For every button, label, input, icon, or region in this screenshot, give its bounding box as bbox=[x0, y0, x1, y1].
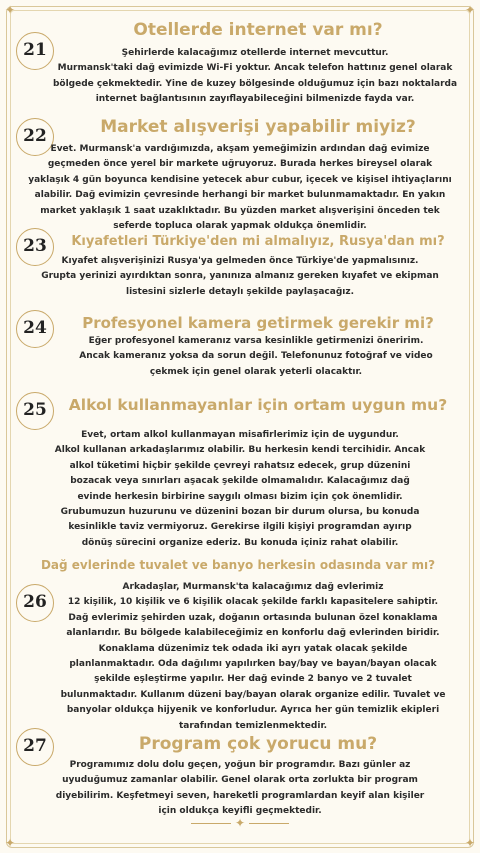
question-number-badge: 22 bbox=[16, 118, 54, 156]
ornament-rule bbox=[249, 823, 289, 824]
answer-line: uyuduğumuz zamanlar olabilir. Genel olarak orta zorlukta bir program bbox=[62, 775, 418, 786]
corner-ornament-icon: ✦ bbox=[464, 836, 476, 850]
corner-ornament-icon: ✦ bbox=[4, 836, 16, 850]
answer-text bbox=[20, 428, 460, 551]
answer-line: alkol tüketimi hiçbir şekilde çevreyi rahatsız edecek, grup düzenini bbox=[69, 460, 411, 471]
answer-line: listesini sizlerle detaylı şekilde paylaşacağız. bbox=[125, 286, 355, 297]
answer-line: Grubumuzun huzurunu ve düzenini bozan bir durum olursa, bu konuda bbox=[60, 507, 420, 518]
faq-section-27 bbox=[16, 728, 464, 817]
question-number-badge: 23 bbox=[16, 228, 54, 266]
question-title: Profesyonel kamera getirmek gerekir mi? bbox=[82, 314, 434, 332]
answer-text bbox=[50, 46, 460, 108]
answer-line: geçmeden önce yerel bir markete uğruyoruz. Burada herkes bireysel olarak bbox=[47, 159, 433, 170]
answer-text bbox=[52, 334, 460, 380]
answer-line: bulunmaktadır. Kullanım düzeni bay/bayan olarak organize edilir. Tuvalet ve bbox=[60, 689, 446, 700]
faq-section-22 bbox=[16, 112, 464, 230]
answer-line: çekmek için genel olarak yeterli olacaktır. bbox=[149, 366, 363, 377]
question-number-badge: 24 bbox=[16, 310, 54, 348]
faq-section-23 bbox=[16, 228, 464, 306]
answer-line: alanlarıdır. Bu bölgede kalabileceğimiz en konforlu dağ evlerinden biridir. bbox=[66, 628, 440, 639]
question-number-badge: 25 bbox=[16, 392, 54, 430]
answer-line: bölgede çekmektedir. Yine de kuzey bölgesinde olduğumuz için bazı noktalarda bbox=[52, 78, 458, 89]
answer-line: şekilde eşleştirme yapılır. Her dağ evinde 2 banyo ve 2 tuvalet bbox=[94, 674, 412, 685]
answer-line: Şehirlerde kalacağımız otellerde internet mevcuttur. bbox=[121, 48, 389, 58]
answer-line: bozacak veya sınırları aşacak şekilde olmamalıdır. Kalacağımız dağ bbox=[70, 476, 410, 487]
question-title: Kıyafetleri Türkiye'den mi almalıyız, Rusya'dan mı? bbox=[71, 234, 445, 249]
answer-line: Grupta yerinizi ayırdıktan sonra, yanınıza almanız gereken kıyafet ve ekipman bbox=[41, 271, 439, 282]
answer-line: Dağ evlerimiz şehirden uzak, doğanın ortasında bulunan özel konaklama bbox=[68, 612, 438, 623]
answer-line: Ancak kameranız yoksa da sorun değil. Telefonunuz fotoğraf ve video bbox=[79, 351, 433, 362]
answer-line: Arkadaşlar, Murmansk'ta kalacağımız dağ evlerimiz bbox=[122, 582, 384, 592]
answer-line: kesinlikle taviz vermiyoruz. Gerekirse ilgili kişiyi programdan ayırıp bbox=[68, 522, 412, 533]
question-number-badge: 27 bbox=[16, 728, 54, 766]
answer-text bbox=[46, 580, 460, 734]
answer-line: Programımız dolu dolu geçen, yoğun bir programdır. Bazı günler az bbox=[69, 760, 411, 770]
question-number-badge: 21 bbox=[16, 32, 54, 70]
question-title: Dağ evlerinde tuvalet ve banyo herkesin odasında var mı? bbox=[40, 558, 436, 572]
answer-line: diyebilirim. Keşfetmeyi seven, hareketli programlardan keyif alan kişiler bbox=[55, 790, 425, 801]
answer-line: 12 kişilik, 10 kişilik ve 6 kişilik olacak şekilde farklı kapasitelere sahiptir. bbox=[67, 597, 439, 608]
ornament-rule bbox=[191, 823, 231, 824]
bottom-ornament bbox=[180, 814, 300, 832]
answer-line: market yaklaşık 1 saat uzaklıktadır. Bu yüzden market alışverişini önceden tek bbox=[40, 205, 440, 216]
answer-line: banyolar oldukça hijyenik ve konforludur. Ayrıca her gün temizlik ekipleri bbox=[66, 705, 440, 716]
corner-ornament-icon: ✦ bbox=[464, 3, 476, 17]
question-title: Market alışverişi yapabilir miyiz? bbox=[100, 117, 416, 137]
corner-ornament-icon: ✦ bbox=[4, 3, 16, 17]
answer-line: Murmansk'taki dağ evimizde Wi-Fi yoktur. Ancak telefon hattınız genel olarak bbox=[57, 63, 453, 74]
answer-line: dönüş sürecini organize ederiz. Bu konuda içiniz rahat olabilir. bbox=[81, 537, 399, 548]
answer-line: Evet. Murmansk'a vardığımızda, akşam yemeğimizin ardından dağ evimize bbox=[50, 144, 430, 154]
answer-line: seferde topluca olarak yapmak oldukça önemlidir. bbox=[113, 221, 367, 232]
answer-line: internet bağlantısının zayıflayabileceğini bilmenizde fayda var. bbox=[95, 94, 415, 105]
faq-section-25 bbox=[16, 390, 464, 558]
answer-text bbox=[20, 142, 460, 234]
question-title: Alkol kullanmayanlar için ortam uygun mu? bbox=[68, 396, 448, 414]
answer-line: Konaklama düzenimiz tek odada iki ayrı yatak olacak şekilde bbox=[98, 643, 408, 654]
answer-line: için oldukça keyifli geçmektedir. bbox=[158, 806, 322, 817]
faq-section-26 bbox=[16, 558, 464, 731]
answer-text bbox=[20, 758, 460, 820]
answer-line: Eğer profesyonel kameranız varsa kesinlikle getirmenizi öneririm. bbox=[88, 336, 424, 346]
sparkle-icon: ✦ bbox=[234, 816, 246, 830]
answer-line: Alkol kullanan arkadaşlarımız olabilir. Bu herkesin kendi tercihidir. Ancak bbox=[54, 445, 426, 456]
question-title: Program çok yorucu mu? bbox=[138, 734, 378, 754]
answer-line: evinde herkesin birbirine saygılı olması bizim için çok önemlidir. bbox=[77, 491, 403, 502]
answer-line: Evet, ortam alkol kullanmayan misafirlerimiz için de uygundur. bbox=[81, 430, 399, 440]
answer-line: planlanmaktadır. Oda dağılımı yapılırken bay/bay ve bayan/bayan olacak bbox=[69, 659, 437, 670]
answer-text bbox=[20, 254, 460, 300]
question-number-badge: 26 bbox=[16, 584, 54, 622]
faq-section-24 bbox=[16, 308, 464, 384]
faq-section-21 bbox=[16, 14, 464, 106]
question-title: Otellerde internet var mı? bbox=[133, 20, 383, 40]
answer-line: alabilir. Dağ evimizin çevresinde herhangi bir market bulunmamaktadır. En yakın bbox=[34, 190, 446, 201]
answer-line: tarafından temizlenmektedir. bbox=[178, 720, 328, 731]
answer-line: Kıyafet alışverişinizi Rusya'ya gelmeden önce Türkiye'de yapmalısınız. bbox=[61, 256, 419, 266]
answer-line: yaklaşık 4 gün boyunca kendisine yetecek abur cubur, içecek ve kişisel ihtiyaçlarını bbox=[28, 174, 452, 185]
